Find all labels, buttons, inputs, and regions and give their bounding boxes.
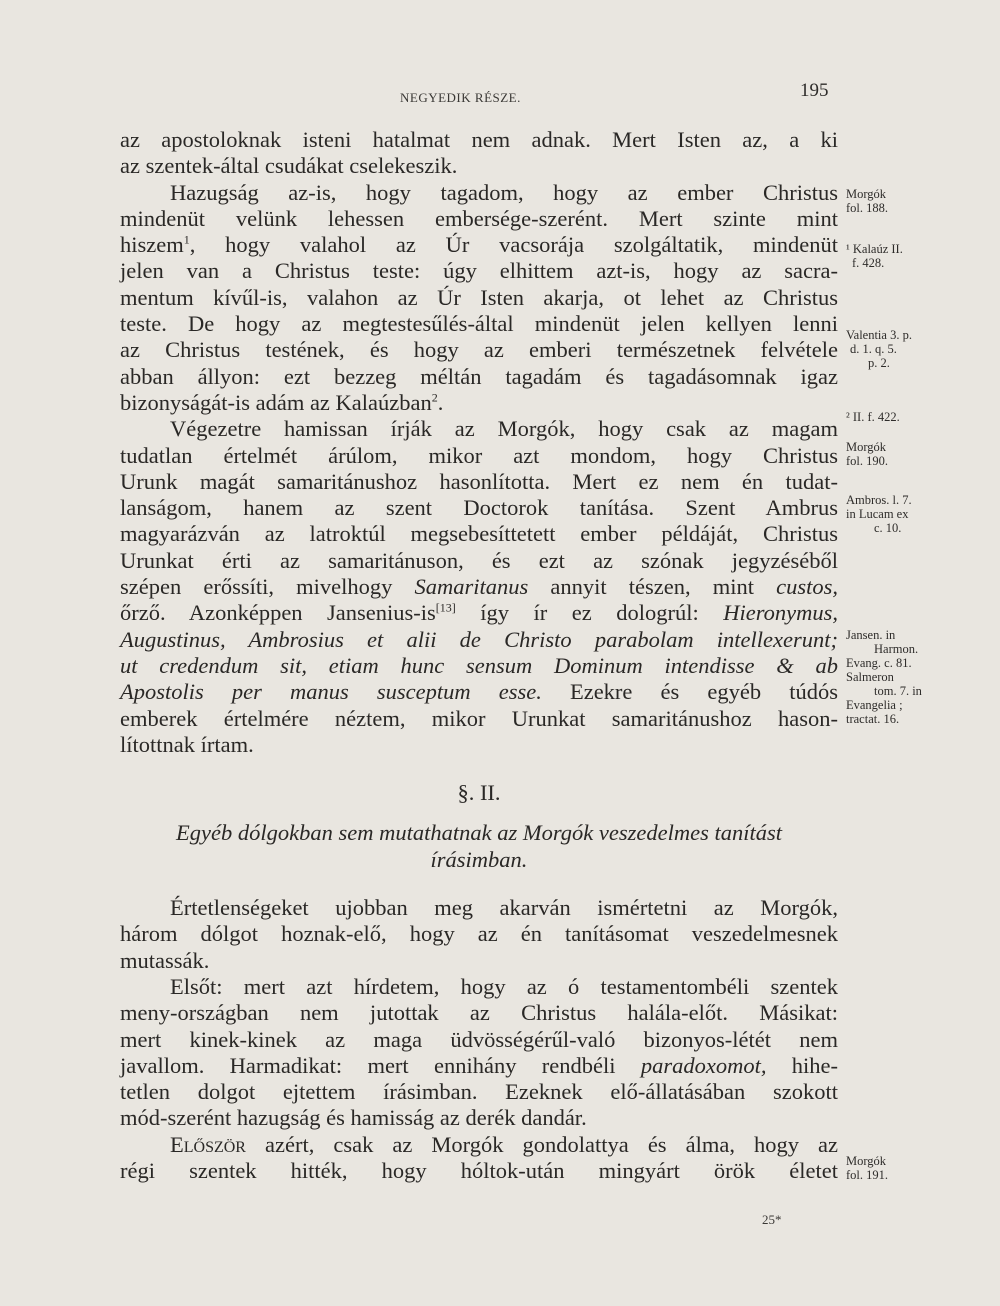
margin-note-line: fol. 190. xyxy=(846,454,889,468)
text-line: az szentek-által csudákat cselekeszik. xyxy=(120,153,458,179)
text-fragment: . xyxy=(437,389,444,415)
text-line xyxy=(120,574,838,600)
margin-note xyxy=(846,328,956,370)
text-line: Urunk magát samaritánushoz hasonlította. Mert ez nem én tudat- xyxy=(120,468,838,494)
margin-note-line: fol. 188. xyxy=(846,201,889,215)
margin-note-line: tom. 7. in xyxy=(874,684,922,698)
margin-note-line: Morgók xyxy=(846,440,887,454)
latin-term: paradoxomot, xyxy=(640,1052,767,1078)
text-line: magyarázván az latroktúl megsebesíttetett ember példáját, Christus xyxy=(120,521,838,547)
margin-note xyxy=(846,187,956,215)
spacer xyxy=(120,806,838,820)
text-line: ut credendum sit, etiam hunc sensum Dominum intendisse & ab xyxy=(120,652,838,678)
text-fragment: így ír ez dologrúl: xyxy=(455,600,724,626)
footnote-ref: [13] xyxy=(435,600,456,615)
footnote-mark: 2 xyxy=(431,390,438,405)
text-line: mentum kívűl-is, valahon az Úr Isten akarja, ot lehet az Christus xyxy=(120,284,838,310)
section-title: írásimban. xyxy=(430,846,528,872)
margin-note-line: Ambros. l. 7. xyxy=(846,493,912,507)
margin-note xyxy=(846,410,956,424)
small-caps-word: Először xyxy=(170,1131,246,1157)
text-line: emberek értelmére néztem, mikor Urunkat samaritánushoz hason- xyxy=(120,705,838,731)
text-line: lanságom, hanem az szent Doctorok tanítása. Szent Ambrus xyxy=(120,495,838,521)
text-fragment: bizonyságát-is adám az Kalaúzban xyxy=(120,389,432,415)
latin-term: Samaritanus xyxy=(414,574,529,600)
text-fragment: Ezekre és egyéb túdós xyxy=(541,679,838,705)
margin-note xyxy=(846,628,956,726)
text-line: jelen van a Christus teste: úgy elhittem azt-is, hogy az sacra- xyxy=(120,258,838,284)
text-line xyxy=(120,679,838,705)
margin-note-line: fol. 191. xyxy=(846,1168,889,1182)
text-line: mert kinek-kinek az maga üdvösségérűl-való bizonyos-létét nem xyxy=(120,1026,838,1052)
margin-note-line: d. 1. q. 5. xyxy=(850,342,897,356)
text-line: lítottnak írtam. xyxy=(120,731,254,757)
margin-note-line: ² II. f. 422. xyxy=(846,410,900,424)
text-line: mindenüt velünk lehessen embersége-szerént. Mert szinte mint xyxy=(120,205,838,231)
margin-note-line: Valentia 3. p. xyxy=(846,328,912,342)
text-fragment: őrző. Azonképpen Jansenius-is xyxy=(120,600,436,626)
text-line: teste. De hogy az megtestesűlés-által mindenüt jelen kellyen lenni xyxy=(120,311,838,337)
latin-term: custos, xyxy=(776,574,838,600)
margin-note-line: Morgók xyxy=(846,187,887,201)
margin-note-line: p. 2. xyxy=(868,356,890,370)
text-line: tetlen dolgot ejtettem írásimban. Ezeknek elő-állatásában szokott xyxy=(120,1079,838,1105)
margin-note xyxy=(846,242,956,270)
text-line: meny-országban nem jutottak az Christus halála-előt. Másikat: xyxy=(120,1000,838,1026)
margin-note-line: c. 10. xyxy=(874,521,902,535)
text-line xyxy=(120,232,838,258)
text-line xyxy=(120,390,838,416)
margin-note xyxy=(846,1154,956,1182)
signature-mark: 25* xyxy=(762,1212,782,1227)
text-fragment: annyit tészen, mint xyxy=(528,574,777,600)
main-text xyxy=(120,127,838,1184)
running-head: NEGYEDIK RÉSZE. xyxy=(400,90,521,105)
margin-note-line: Jansen. in xyxy=(846,628,896,642)
latin-quote: Apostolis per manus susceptum esse. xyxy=(120,679,542,705)
text-fragment: hihe- xyxy=(766,1052,839,1078)
text-fragment: azért, csak az Morgók gondolattya és álma, hogy az xyxy=(245,1131,838,1157)
section-number: §. II. xyxy=(457,780,501,806)
text-line xyxy=(120,1132,838,1158)
text-line: Értetlenségeket ujobban meg akarván ismértetni az Morgók, xyxy=(170,895,838,921)
margin-note-line: Evangelia ; xyxy=(846,698,903,712)
text-line: három dólgot hoznak-elő, hogy az én tanításomat veszedelmesnek xyxy=(120,921,838,947)
page-number: 195 xyxy=(800,80,829,101)
margin-note-line: Harmon. xyxy=(874,642,919,656)
text-line xyxy=(120,1053,838,1079)
margin-note-line: Morgók xyxy=(846,1154,887,1168)
margin-note xyxy=(846,440,956,468)
margin-note-line: Salmeron xyxy=(846,670,894,684)
section-title: Egyéb dólgokban sem mutathatnak az Morgók veszedelmes tanítást xyxy=(176,820,782,846)
margin-note-line: ¹ Kalaúz II. xyxy=(846,242,903,256)
text-fragment: , hogy valahol az Úr vacsorája szolgáltatik, mindenüt xyxy=(189,232,838,258)
margin-note xyxy=(846,493,956,535)
text-fragment: hiszem xyxy=(120,232,184,258)
text-line: mód-szerént hazugság és hamisság az derék dandár. xyxy=(120,1105,587,1131)
spacer xyxy=(120,873,838,895)
text-line: abban állyon: ezt bezzeg méltán tagadám és tagadásomnak igaz xyxy=(120,363,838,389)
text-line: régi szentek hitték, hogy hóltok-után mingyárt örök életet xyxy=(120,1157,838,1183)
text-line xyxy=(120,600,838,626)
text-line: Végezetre hamissan írják az Morgók, hogy csak az magam xyxy=(170,416,838,442)
text-line: Augustinus, Ambrosius et alii de Christo parabolam intellexerunt; xyxy=(120,626,838,652)
text-line: tudatlan értelmét árúlom, mikor azt mondom, hogy Christus xyxy=(120,442,838,468)
text-line: Elsőt: mert azt hírdetem, hogy az ó testamentombéli szentek xyxy=(170,973,838,999)
text-line: Hazugság az-is, hogy tagadom, hogy az ember Christus xyxy=(170,179,838,205)
latin-quote: Hieronymus, xyxy=(723,600,838,626)
text-fragment: szépen erőssíti, mivelhogy xyxy=(120,574,415,600)
text-line: mutassák. xyxy=(120,947,210,973)
margin-note-line: in Lucam ex xyxy=(846,507,909,521)
margin-note-line: Evang. c. 81. xyxy=(846,656,912,670)
text-line: Urunkat érti az samaritánuson, és ezt az szónak jegyzéséből xyxy=(120,547,838,573)
text-fragment: javallom. Harmadikat: mert ennihány rendbéli xyxy=(120,1052,641,1078)
text-line: az apostoloknak isteni hatalmat nem adnak. Mert Isten az, a ki xyxy=(120,127,838,152)
margin-note-line: f. 428. xyxy=(852,256,885,270)
text-line: az Christus testének, és hogy az emberi természetnek felvétele xyxy=(120,337,838,363)
margin-note-line: tractat. 16. xyxy=(846,712,900,726)
spacer xyxy=(120,758,838,780)
footnote-mark: 1 xyxy=(183,232,190,247)
